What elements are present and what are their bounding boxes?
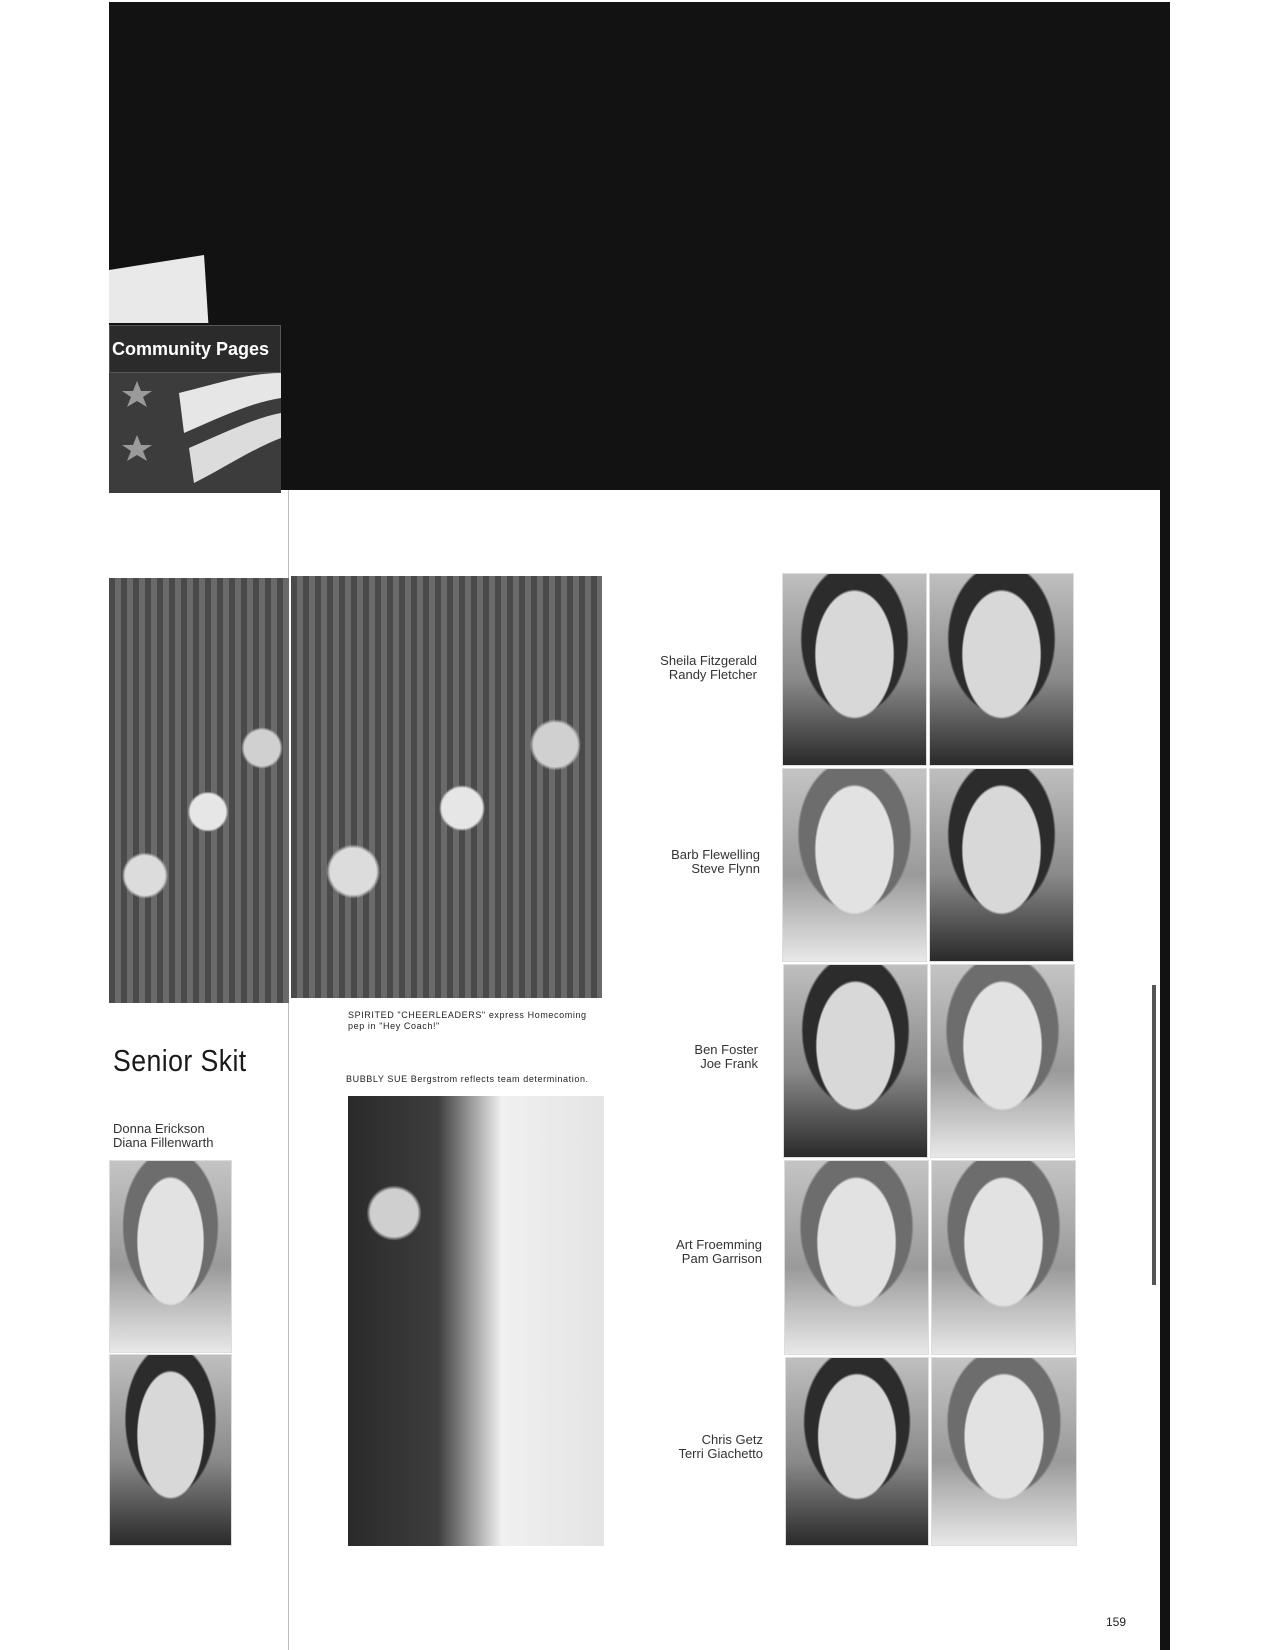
student-name: Art Froemming [676,1237,762,1252]
portrait-chris-getz [785,1357,929,1546]
portrait-donna-erickson [109,1160,232,1353]
student-name: Joe Frank [700,1056,758,1071]
portrait-diana-fillenwarth [109,1354,232,1546]
name-pair-left [113,1122,213,1150]
name-pair-row-5 [620,1433,763,1461]
portrait-ben-foster [783,964,928,1158]
name-pair-row-3 [620,1043,758,1071]
student-name: Randy Fletcher [668,667,757,682]
student-name: Pam Garrison [681,1251,762,1266]
student-name: Diana Fillenwarth [113,1135,214,1150]
portrait-steve-flynn [929,768,1074,962]
student-name: Barb Flewelling [671,847,760,862]
side-bar [1152,985,1156,1285]
student-name: Terri Giachetto [678,1446,763,1461]
bubble-gum-photo [348,1096,604,1546]
flag-image [109,373,281,493]
gum-caption: BUBBLY SUE Bergstrom reflects team determination. [346,1074,589,1084]
student-name: Ben Foster [694,1042,758,1057]
name-pair-row-2 [620,848,760,876]
cheer-caption: SPIRITED "CHEERLEADERS" express Homecoming pep in "Hey Coach!" [348,1010,587,1031]
cheer-photo-left [109,578,289,1003]
page-number: 159 [1106,1615,1127,1629]
cheer-photo-main [291,576,602,998]
portrait-joe-frank [930,964,1075,1158]
portrait-sheila-fitzgerald [782,573,927,766]
community-pages-label: Community Pages [112,338,270,359]
name-pair-row-1 [620,654,757,682]
page-heading: Senior Skit [113,1043,247,1078]
portrait-terri-giachetto [931,1357,1077,1546]
flag-icon [109,373,281,493]
portrait-randy-fletcher [929,573,1074,766]
student-name: Donna Erickson [113,1121,205,1136]
student-name: Steve Flynn [691,861,760,876]
right-dark-edge [1160,490,1170,1650]
name-pair-row-4 [620,1238,762,1266]
portrait-barb-flewelling [782,768,927,962]
student-name: Chris Getz [701,1432,763,1447]
student-name: Sheila Fitzgerald [660,653,757,668]
portrait-art-froemming [784,1160,929,1355]
community-pages-badge [109,325,281,373]
portrait-pam-garrison [931,1160,1076,1355]
